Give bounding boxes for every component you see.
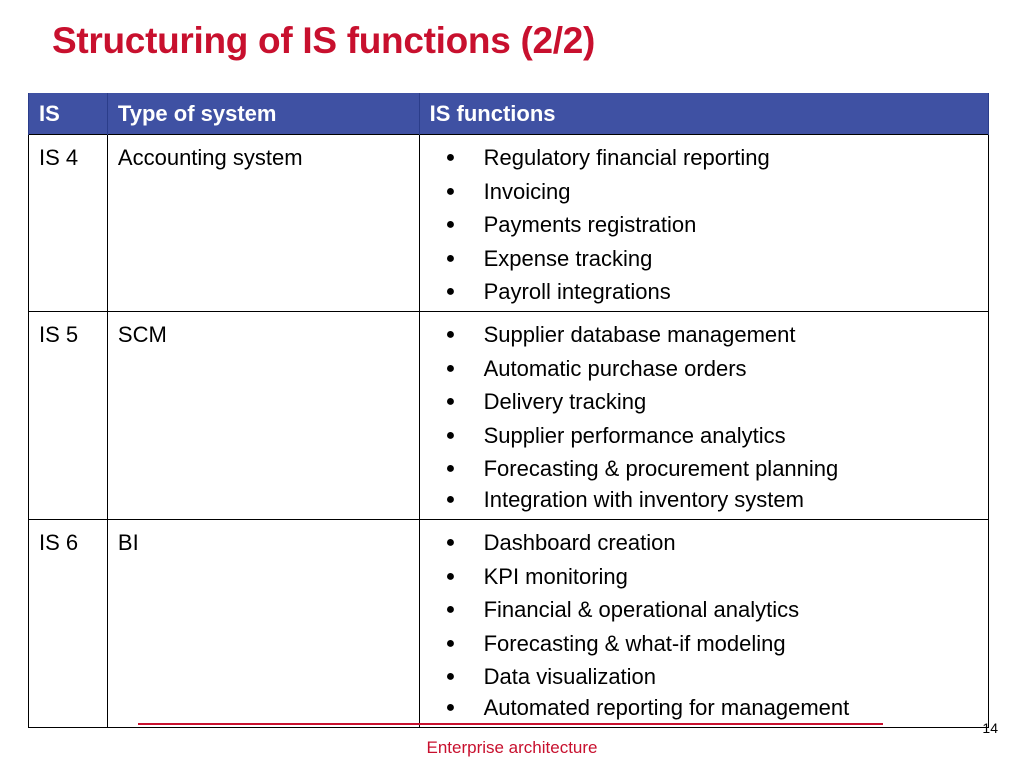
header-is-functions: IS functions [419,93,988,135]
list-item [430,145,978,179]
header-is: IS [29,93,108,135]
function-text: Payroll integrations [483,279,671,304]
table-header-row [29,93,989,135]
bullet-icon: ● [445,283,456,300]
list-item [430,456,978,487]
list-item [430,530,978,564]
bullet-icon: ● [445,601,456,618]
footer-divider [138,723,883,725]
bullet-icon: ● [445,249,456,267]
bullet-icon: ● [445,491,456,508]
function-text: Financial & operational analytics [483,597,800,622]
function-list [430,145,978,311]
list-item [430,212,978,246]
is-cell: IS 5 [29,312,108,520]
bullet-icon: ● [445,393,456,410]
bullet-icon: ● [445,326,456,343]
bullet-icon: ● [445,567,456,585]
functions-cell [419,312,988,520]
function-text: Invoicing [483,178,571,204]
function-text: Payments registration [483,212,697,237]
bullet-icon: ● [445,634,456,652]
bullet-icon: ● [445,149,456,166]
type-cell: SCM [107,312,419,520]
bullet-icon: ● [445,216,456,233]
bullet-icon: ● [445,460,456,477]
bullet-icon: ● [445,359,456,377]
function-text: KPI monitoring [483,563,628,589]
header-type-of-system: Type of system [107,93,419,135]
bullet-icon: ● [445,534,456,551]
function-text: Dashboard creation [483,530,676,555]
list-item [430,279,978,311]
slide-title: Structuring of IS functions (2/2) [52,20,596,61]
function-text: Supplier performance analytics [483,422,786,448]
table-row [29,312,989,520]
function-text: Integration with inventory system [483,487,804,512]
function-list [430,322,978,519]
function-text: Automated reporting for management [483,695,850,720]
list-item [430,487,978,519]
list-item [430,322,978,356]
functions-cell [419,520,988,728]
table-row [29,135,989,312]
list-item [430,564,978,598]
is-cell: IS 4 [29,135,108,312]
list-item [430,423,978,457]
is-cell: IS 6 [29,520,108,728]
function-text: Regulatory financial reporting [483,145,770,170]
functions-cell [419,135,988,312]
bullet-icon: ● [445,426,456,444]
function-text: Forecasting & what-if modeling [483,630,786,656]
footer-text: Enterprise architecture [426,738,598,757]
bullet-icon: ● [445,699,456,716]
is-functions-table [28,93,989,728]
type-cell: BI [107,520,419,728]
function-text: Forecasting & procurement planning [483,456,839,481]
type-cell: Accounting system [107,135,419,312]
function-text: Data visualization [483,664,657,689]
bullet-icon: ● [445,182,456,200]
bullet-icon: ● [445,668,456,685]
table-row [29,520,989,728]
list-item [430,664,978,695]
function-text: Delivery tracking [483,389,647,414]
function-text: Expense tracking [483,245,653,271]
function-text: Automatic purchase orders [483,355,747,381]
function-list [430,530,978,727]
list-item [430,179,978,213]
list-item [430,631,978,665]
list-item [430,597,978,631]
list-item [430,356,978,390]
list-item [430,246,978,280]
page-number: 14 [982,720,998,736]
list-item [430,389,978,423]
function-text: Supplier database management [483,322,796,347]
